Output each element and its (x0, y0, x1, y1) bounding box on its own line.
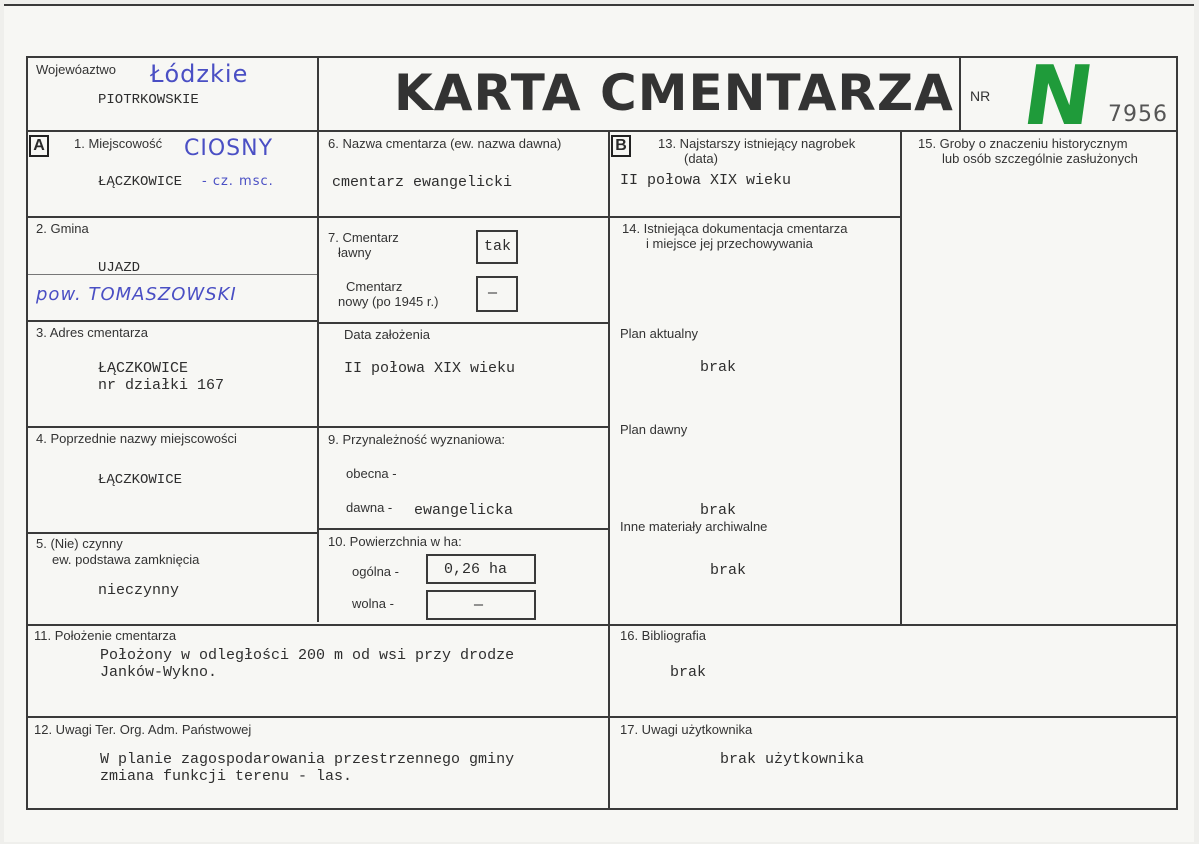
f7-label-nowy-b: nowy (po 1945 r.) (338, 294, 439, 309)
nr-label: NR (970, 88, 991, 104)
f1-note: - cz. msc. (202, 174, 274, 189)
nr-stamp: N (1017, 49, 1100, 144)
f6-value: cmentarz ewangelicki (332, 174, 513, 191)
f14-plan-dawny-label: Plan dawny (620, 422, 688, 437)
f9-dawna-value: ewangelicka (414, 502, 514, 519)
f14-inne-value: brak (710, 562, 747, 579)
f4-label: 4. Poprzednie nazwy miejscowości (36, 431, 237, 446)
f10-wolna-label: wolna - (352, 596, 394, 611)
f12-line1: W planie zagospodarowania przestrzennego gminy (100, 751, 515, 768)
cemetery-card (4, 4, 1194, 842)
grid-line (26, 130, 1178, 132)
grid-line (317, 56, 319, 622)
f13-label: 13. Najstarszy istniejący nagrobek (658, 136, 856, 151)
grid-line (608, 130, 610, 810)
grid-line (959, 56, 961, 130)
f4-value: ŁĄCZKOWICE (98, 472, 183, 488)
section-a-marker: A (29, 135, 49, 157)
f1-value: ŁĄCZKOWICE (98, 174, 183, 190)
f10-label: 10. Powierzchnia w ha: (328, 534, 462, 549)
f12-label: 12. Uwagi Ter. Org. Adm. Państwowej (34, 722, 252, 737)
f16-value: brak (670, 664, 707, 681)
f9-obecna-label: obecna - (346, 466, 397, 481)
f14-label-secondary: i miejsce jej przechowywania (646, 236, 813, 251)
f7-label-nowy-a: Cmentarz (346, 279, 403, 294)
f6-label: 6. Nazwa cmentarza (ew. nazwa dawna) (328, 136, 562, 151)
f8-value: II połowa XIX wieku (344, 360, 516, 377)
f14-plan-aktualny-label: Plan aktualny (620, 326, 699, 341)
f5-label: 5. (Nie) czynny (36, 536, 123, 551)
wojewodztwo-label: Wojewóaztwo (36, 62, 116, 77)
grid-line (26, 426, 317, 428)
f3-line1: ŁĄCZKOWICE (98, 360, 189, 377)
f14-label: 14. Istniejąca dokumentacja cmentarza (622, 221, 848, 236)
f5-value: nieczynny (98, 582, 180, 599)
f10-ogolna-box (426, 554, 536, 584)
f11-line2: Janków-Wykno. (100, 664, 218, 681)
f11-label: 11. Położenie cmentarza (34, 628, 177, 643)
f1-handwritten: CIOSNY (184, 136, 274, 161)
f7-label-dawny: ławny (338, 245, 372, 260)
grid-line (900, 130, 902, 624)
f2-handwritten: pow. TOMASZOWSKI (36, 284, 237, 305)
grid-line (26, 56, 28, 810)
wojewodztwo-handwritten: Łódzkie (150, 60, 249, 88)
f7-dawny-value: tak (484, 238, 512, 255)
f9-dawna-label: dawna - (346, 500, 393, 515)
grid-line (26, 216, 317, 218)
grid-line (608, 216, 900, 218)
f11-line1: Położony w odległości 200 m od wsi przy drodze (100, 647, 515, 664)
f10-ogolna-label: ogólna - (352, 564, 399, 579)
f1-label: 1. Miejscowość (74, 136, 163, 151)
grid-line (317, 528, 608, 530)
section-b-marker: B (611, 135, 631, 157)
f3-label: 3. Adres cmentarza (36, 325, 148, 340)
f12-line2: zmiana funkcji terenu - las. (100, 768, 353, 785)
grid-line (317, 426, 608, 428)
f14-plan-aktualny-value: brak (700, 359, 737, 376)
f13-value: II połowa XIX wieku (620, 172, 792, 189)
card-title: KARTA CMENTARZA (394, 64, 954, 122)
grid-line (26, 808, 1178, 810)
grid-line (26, 532, 317, 534)
grid-line (26, 624, 1178, 626)
grid-line (317, 322, 608, 324)
f16-label: 16. Bibliografia (620, 628, 706, 643)
f2-label: 2. Gmina (36, 221, 89, 236)
f5-label-secondary: ew. podstawa zamknięcia (52, 552, 200, 567)
f2-value: UJAZD (98, 260, 141, 276)
grid-line (26, 716, 1178, 718)
grid-line (26, 56, 1178, 58)
f10-wolna-value: — (474, 597, 484, 614)
f9-label: 9. Przynależność wyznaniowa: (328, 432, 506, 447)
f14-inne-label: Inne materiały archiwalne (620, 519, 768, 534)
f17-label: 17. Uwagi użytkownika (620, 722, 753, 737)
f17-value: brak użytkownika (720, 751, 865, 768)
f7-dawny-box (476, 230, 518, 264)
f8-label: Data założenia (344, 327, 430, 342)
grid-line (1176, 56, 1178, 810)
f7-label: 7. Cmentarz (328, 230, 399, 245)
grid-line (26, 320, 317, 322)
grid-line (28, 274, 317, 275)
f15-label-secondary: lub osób szczególnie zasłużonych (942, 151, 1138, 166)
f7-nowy-box (476, 276, 518, 312)
f13-label-secondary: (data) (684, 151, 718, 166)
f10-wolna-box (426, 590, 536, 620)
nr-number: 7956 (1108, 102, 1168, 127)
f15-label: 15. Groby o znaczeniu historycznym (918, 136, 1128, 151)
f3-line2: nr działki 167 (98, 377, 225, 394)
grid-line (317, 216, 608, 218)
f10-ogolna-value: 0,26 ha (444, 561, 508, 578)
wojewodztwo-value: PIOTRKOWSKIE (98, 92, 199, 108)
f14-plan-dawny-value: brak (700, 502, 737, 519)
f7-nowy-value: — (488, 285, 498, 302)
